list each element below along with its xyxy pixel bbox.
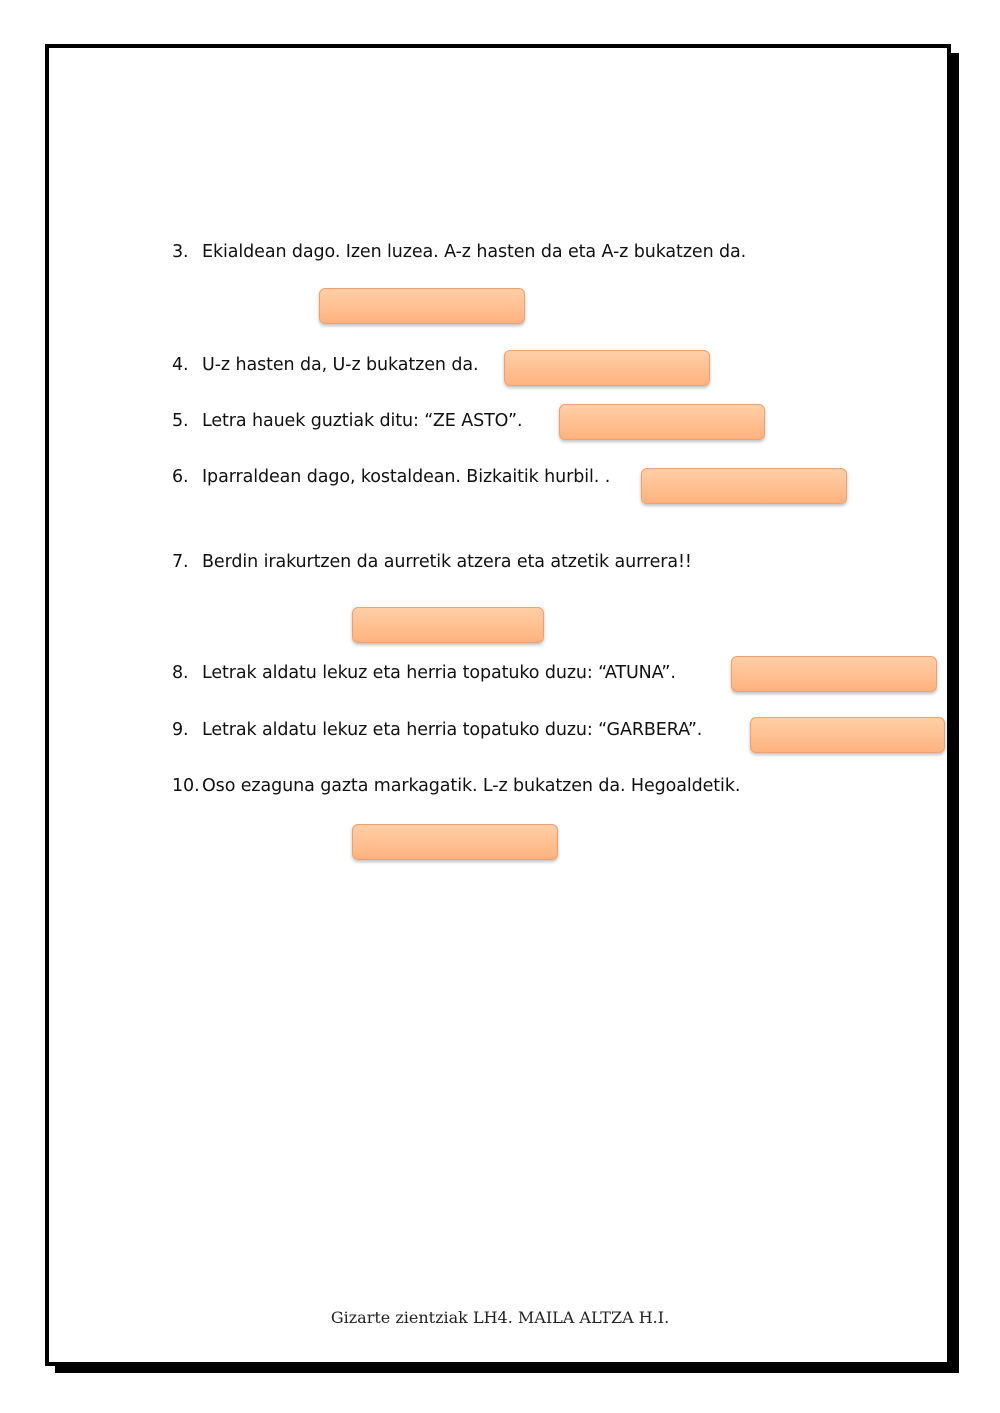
question-10 bbox=[172, 776, 740, 796]
answer-box-9[interactable] bbox=[750, 717, 945, 753]
answer-box-5[interactable] bbox=[559, 404, 765, 440]
question-3 bbox=[172, 242, 746, 262]
question-number: 3. bbox=[172, 242, 189, 262]
question-8 bbox=[172, 663, 676, 683]
question-text: U-z hasten da, U-z bukatzen da. bbox=[202, 355, 479, 375]
question-text: Letrak aldatu lekuz eta herria topatuko duzu: “ATUNA”. bbox=[202, 663, 676, 683]
question-text: Ekialdean dago. Izen luzea. A-z hasten da eta A-z bukatzen da. bbox=[202, 242, 747, 262]
page-footer: Gizarte zientziak LH4. MAILA ALTZA H.I. bbox=[330, 1308, 670, 1327]
question-5 bbox=[172, 411, 522, 431]
question-9 bbox=[172, 720, 702, 740]
answer-box-7[interactable] bbox=[352, 607, 544, 643]
question-number: 5. bbox=[172, 411, 189, 431]
question-number: 10. bbox=[172, 776, 200, 796]
question-6 bbox=[172, 467, 610, 487]
question-text: Letra hauek guztiak ditu: “ZE ASTO”. bbox=[202, 411, 523, 431]
question-text: Oso ezaguna gazta markagatik. L-z bukatzen da. Hegoaldetik. bbox=[202, 776, 741, 796]
answer-box-3[interactable] bbox=[319, 288, 525, 324]
question-7 bbox=[172, 552, 692, 572]
answer-box-4[interactable] bbox=[504, 350, 710, 386]
question-number: 4. bbox=[172, 355, 189, 375]
question-text: Iparraldean dago, kostaldean. Bizkaitik hurbil. . bbox=[202, 467, 611, 487]
answer-box-6[interactable] bbox=[641, 468, 847, 504]
answer-box-10[interactable] bbox=[352, 824, 558, 860]
question-number: 6. bbox=[172, 467, 189, 487]
question-number: 7. bbox=[172, 552, 189, 572]
question-number: 8. bbox=[172, 663, 189, 683]
question-text: Letrak aldatu lekuz eta herria topatuko duzu: “GARBERA”. bbox=[202, 720, 703, 740]
answer-box-8[interactable] bbox=[731, 656, 937, 692]
question-text: Berdin irakurtzen da aurretik atzera eta atzetik aurrera!! bbox=[202, 552, 692, 572]
question-number: 9. bbox=[172, 720, 189, 740]
question-4 bbox=[172, 355, 478, 375]
